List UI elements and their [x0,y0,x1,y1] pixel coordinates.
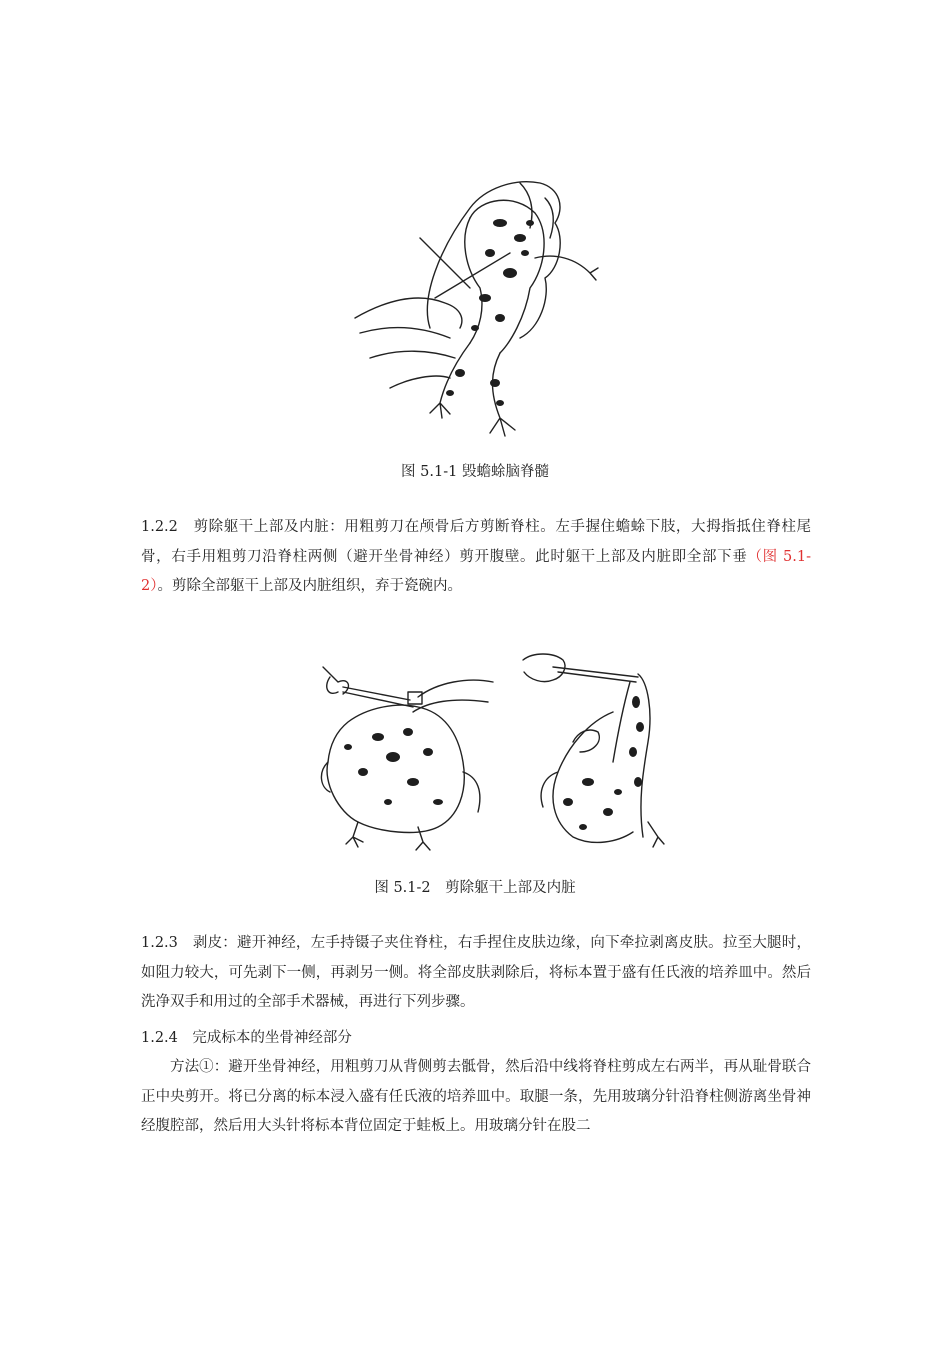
paragraph-text: 剥皮：避开神经，左手持镊子夹住脊柱，右手捏住皮肤边缘，向下牵拉剥离皮肤。拉至大腿时，如阻力较大，可先剥下一侧，再剥另一侧。将全部皮肤剥除后，将标本置于盛有任氏液的培养皿中。然后洗净双手和用过的全部手术器械，再进行下列步骤。 [141,935,812,1010]
figure-1-illustration [350,178,600,440]
section-number: 1.2.3 [141,935,178,951]
trunk-removal-drawings [318,652,666,852]
figure-2-caption: 图 5.1-2 剪除躯干上部及内脏 [374,880,576,896]
heading-text: 完成标本的坐骨神经部分 [192,1030,352,1046]
left-drawing [321,667,493,850]
section-number: 1.2.4 [141,1030,178,1046]
figure-2-illustration [318,652,666,852]
right-drawing [523,654,664,847]
paragraph-1-2-2 [141,513,811,602]
heading-1-2-4 [141,1024,811,1054]
paragraph-method-1: 方法①：避开坐骨神经，用粗剪刀从背侧剪去骶骨，然后沿中线将脊柱剪成左右两半，再从耻骨联合正中央剪开。将已分离的标本浸入盛有任氏液的培养皿中。取腿一条，先用玻璃分针沿脊柱侧游离坐骨神经腹腔部，然后用大头针将标本背位固定于蛙板上。用玻璃分针在股二 [141,1059,811,1134]
section-number: 1.2.2 [141,519,178,535]
figure-1-caption: 图 5.1-1 毁蟾蜍脑脊髓 [401,464,549,480]
paragraph-text-end: 。剪除全部躯干上部及内脏组织，弃于瓷碗内。 [157,578,462,594]
frog-held-in-hand-drawing [350,178,600,440]
paragraph-text: 剪除躯干上部及内脏：用粗剪刀在颅骨后方剪断脊柱。左手握住蟾蜍下肢，大拇指抵住脊柱尾骨，右手用粗剪刀沿脊柱两侧（避开坐骨神经）剪开腹壁。此时躯干上部及内脏即全部下垂 [141,519,812,565]
paragraph-1-2-3 [141,929,811,1018]
figure-reference-link[interactable]: （图 5.1-2） [141,548,811,594]
